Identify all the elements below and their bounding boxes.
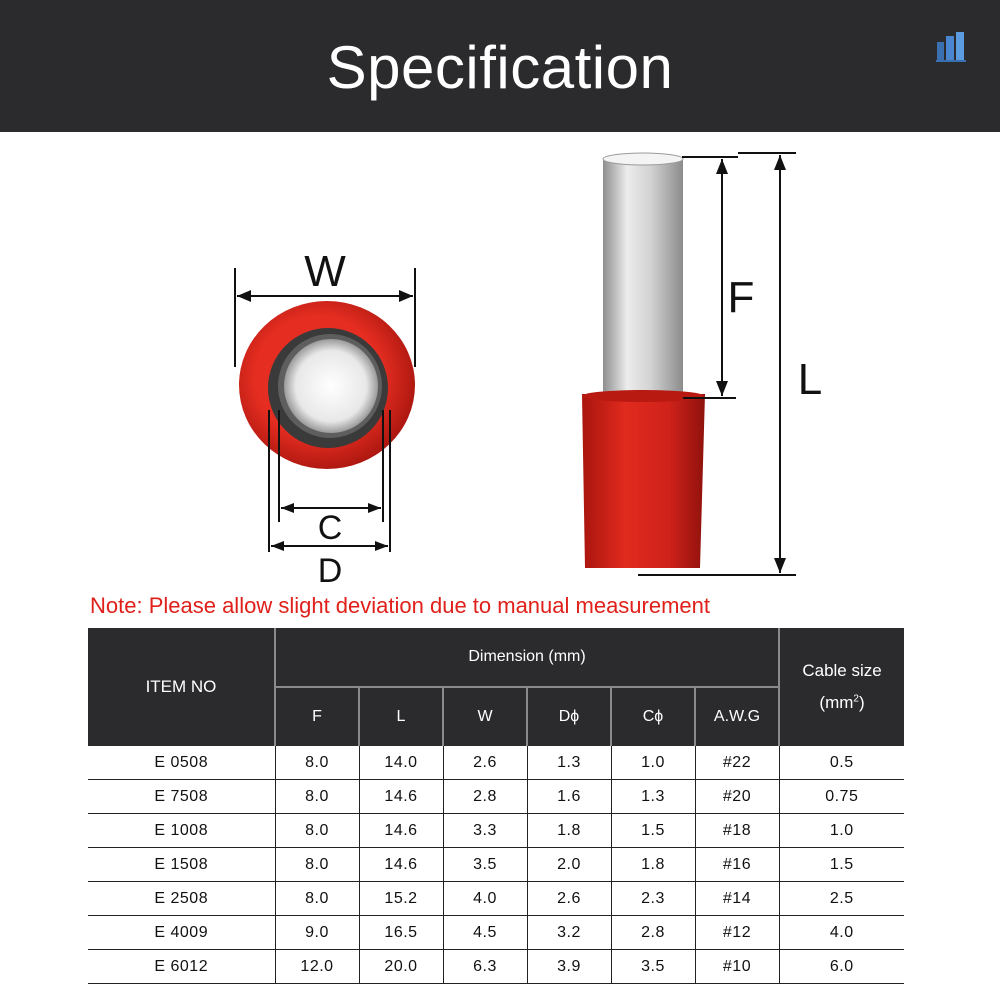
cell-l: 15.2 xyxy=(359,882,443,916)
cell-d: 3.9 xyxy=(527,950,611,984)
cell-cable: 4.0 xyxy=(779,916,904,950)
ferrule-side-view xyxy=(582,153,705,568)
cell-awg: #18 xyxy=(695,814,779,848)
cell-c: 1.8 xyxy=(611,848,695,882)
cell-l: 14.6 xyxy=(359,814,443,848)
cell-cable: 0.75 xyxy=(779,780,904,814)
cell-w: 4.5 xyxy=(443,916,527,950)
cell-d: 3.2 xyxy=(527,916,611,950)
cell-w: 2.8 xyxy=(443,780,527,814)
col-header-f: F xyxy=(275,687,359,746)
cell-w: 2.6 xyxy=(443,746,527,780)
cell-awg: #14 xyxy=(695,882,779,916)
f-label: F xyxy=(727,273,755,322)
cell-awg: #22 xyxy=(695,746,779,780)
cell-item: E 1508 xyxy=(88,848,275,882)
cell-c: 3.5 xyxy=(611,950,695,984)
building-logo-icon xyxy=(934,30,968,64)
col-header-awg: A.W.G xyxy=(695,687,779,746)
cell-f: 8.0 xyxy=(275,814,359,848)
cell-w: 6.3 xyxy=(443,950,527,984)
col-header-d: Dϕ xyxy=(527,687,611,746)
cable-size-label: Cable size xyxy=(802,661,882,681)
cell-w: 3.5 xyxy=(443,848,527,882)
cell-c: 1.3 xyxy=(611,780,695,814)
table-row xyxy=(88,848,904,882)
cell-d: 1.8 xyxy=(527,814,611,848)
cell-awg: #12 xyxy=(695,916,779,950)
table-row xyxy=(88,746,904,780)
cell-item: E 2508 xyxy=(88,882,275,916)
cell-cable: 1.0 xyxy=(779,814,904,848)
cell-cable: 0.5 xyxy=(779,746,904,780)
cell-c: 1.5 xyxy=(611,814,695,848)
cell-awg: #10 xyxy=(695,950,779,984)
cell-d: 2.6 xyxy=(527,882,611,916)
table-row xyxy=(88,814,904,848)
cell-l: 20.0 xyxy=(359,950,443,984)
col-header-w: W xyxy=(443,687,527,746)
cell-d: 1.3 xyxy=(527,746,611,780)
cell-w: 3.3 xyxy=(443,814,527,848)
cell-item: E 6012 xyxy=(88,950,275,984)
item-no-header: ITEM NO xyxy=(88,628,275,746)
cell-c: 2.8 xyxy=(611,916,695,950)
col-header-c: Cϕ xyxy=(611,687,695,746)
table-row xyxy=(88,950,904,984)
measurement-note: Note: Please allow slight deviation due to manual measurement xyxy=(90,593,711,618)
spec-table-container xyxy=(88,628,904,984)
ferrule-diagram xyxy=(0,132,1000,592)
spec-table xyxy=(88,628,904,984)
cell-item: E 4009 xyxy=(88,916,275,950)
d-label: D xyxy=(317,552,343,590)
cell-f: 8.0 xyxy=(275,882,359,916)
cell-f: 8.0 xyxy=(275,848,359,882)
cell-w: 4.0 xyxy=(443,882,527,916)
table-row xyxy=(88,916,904,950)
c-label: C xyxy=(317,509,343,547)
table-row xyxy=(88,780,904,814)
cell-l: 14.0 xyxy=(359,746,443,780)
col-header-l: L xyxy=(359,687,443,746)
cable-size-header xyxy=(779,628,904,746)
cell-c: 2.3 xyxy=(611,882,695,916)
cell-awg: #16 xyxy=(695,848,779,882)
cell-item: E 7508 xyxy=(88,780,275,814)
w-label: W xyxy=(304,247,346,296)
cable-size-unit: $(mm^2)$ xyxy=(819,692,865,712)
cell-cable: 2.5 xyxy=(779,882,904,916)
cell-awg: #20 xyxy=(695,780,779,814)
cell-l: 16.5 xyxy=(359,916,443,950)
cell-f: 8.0 xyxy=(275,780,359,814)
cell-item: E 1008 xyxy=(88,814,275,848)
cell-d: 2.0 xyxy=(527,848,611,882)
ferrule-top-view xyxy=(239,301,415,469)
header-banner xyxy=(0,0,1000,132)
dimension-group-header: Dimension (mm) xyxy=(275,628,779,687)
cell-l: 14.6 xyxy=(359,848,443,882)
cell-l: 14.6 xyxy=(359,780,443,814)
page-title: Specification xyxy=(326,34,674,101)
cell-f: 9.0 xyxy=(275,916,359,950)
cell-item: E 0508 xyxy=(88,746,275,780)
cell-f: 8.0 xyxy=(275,746,359,780)
table-row xyxy=(88,882,904,916)
cell-cable: 6.0 xyxy=(779,950,904,984)
l-label: L xyxy=(797,355,823,404)
cell-c: 1.0 xyxy=(611,746,695,780)
cell-d: 1.6 xyxy=(527,780,611,814)
cell-cable: 1.5 xyxy=(779,848,904,882)
cell-f: 12.0 xyxy=(275,950,359,984)
